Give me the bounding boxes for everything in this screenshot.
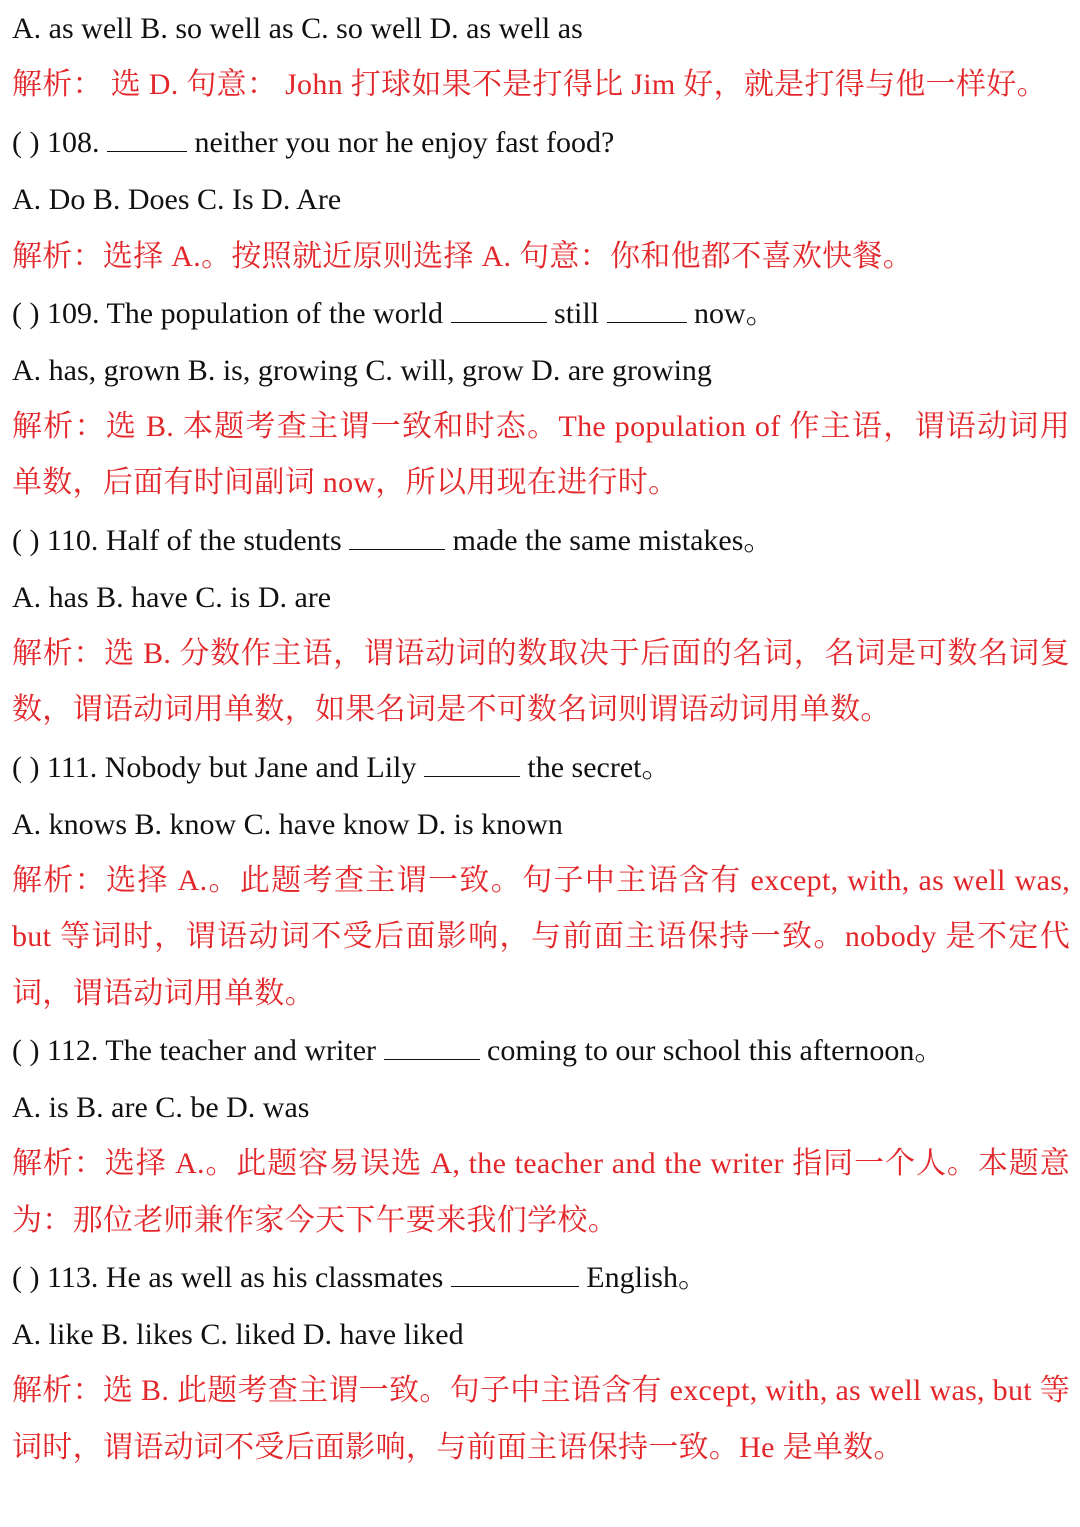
analysis-112: 解析：选择 A.。此题容易误选 A, the teacher and the writer 指同一个人。本题意为：那位老师兼作家今天下午要来我们学校。 xyxy=(12,1147,1070,1237)
question-111-prefix: ( ) 111. Nobody but Jane and Lily xyxy=(12,750,417,784)
analysis-107: 解析： 选 D. 句意： John 打球如果不是打得比 Jim 好，就是打得与他一样好。 xyxy=(12,68,1047,101)
analysis-110: 解析：选 B. 分数作主语，谓语动词的数取决于后面的名词，名词是可数名词复数，谓语动词用单数，如果名词是不可数名词则谓语动词用单数。 xyxy=(12,636,1070,726)
analysis-111: 解析：选择 A.。此题考查主谓一致。句子中主语含有 except, with, as well was, but 等词时，谓语动词不受后面影响，与前面主语保持一致。nobody 是不定代词，谓语动词用单数。 xyxy=(12,863,1070,1010)
options-111: A. knows B. know C. have know D. is known xyxy=(12,807,563,841)
answer-blank xyxy=(424,748,520,777)
question-110-prefix: ( ) 110. Half of the students xyxy=(12,523,342,557)
question-112-suffix: coming to our school this afternoon。 xyxy=(487,1034,945,1067)
question-108-suffix: neither you nor he enjoy fast food? xyxy=(194,125,615,159)
answer-blank xyxy=(607,294,687,323)
question-113-suffix: English。 xyxy=(586,1261,708,1294)
question-110-suffix: made the same mistakes。 xyxy=(452,523,774,557)
answer-blank xyxy=(384,1031,480,1060)
question-109 xyxy=(12,285,1070,342)
analysis-108: 解析：选择 A.。按照就近原则选择 A. 句意：你和他都不喜欢快餐。 xyxy=(12,239,914,273)
answer-blank xyxy=(451,294,547,323)
question-110 xyxy=(12,512,1070,569)
question-109-suffix: now。 xyxy=(694,296,776,330)
options-107: A. as well B. so well as C. so well D. as well as xyxy=(12,12,583,45)
options-108: A. Do B. Does C. Is D. Are xyxy=(12,182,342,216)
question-112-prefix: ( ) 112. The teacher and writer xyxy=(12,1034,376,1067)
question-111 xyxy=(12,739,1070,796)
analysis-113: 解析：选 B. 此题考查主谓一致。句子中主语含有 except, with, as well was, but 等词时，谓语动词不受后面影响，与前面主语保持一致。He 是单数。 xyxy=(12,1374,1070,1464)
options-112: A. is B. are C. be D. was xyxy=(12,1091,310,1124)
question-112 xyxy=(12,1022,1070,1079)
answer-blank xyxy=(349,521,445,550)
options-113: A. like B. likes C. liked D. have liked xyxy=(12,1318,464,1351)
question-108 xyxy=(12,114,1070,171)
analysis-109: 解析：选 B. 本题考查主谓一致和时态。The population of 作主语，谓语动词用单数，后面有时间副词 now，所以用现在进行时。 xyxy=(12,409,1070,499)
options-109: A. has, grown B. is, growing C. will, grow D. are growing xyxy=(12,353,712,387)
question-113-prefix: ( ) 113. He as well as his classmates xyxy=(12,1261,444,1294)
exercise-page xyxy=(12,0,1070,1476)
question-108-prefix: ( ) 108. xyxy=(12,125,100,159)
question-111-suffix: the secret。 xyxy=(527,750,672,784)
answer-blank xyxy=(107,123,187,152)
answer-blank xyxy=(451,1258,579,1287)
question-109-middle: still xyxy=(554,296,600,330)
question-113 xyxy=(12,1249,1070,1306)
options-110: A. has B. have C. is D. are xyxy=(12,580,332,614)
question-109-prefix: ( ) 109. The population of the world xyxy=(12,296,444,330)
